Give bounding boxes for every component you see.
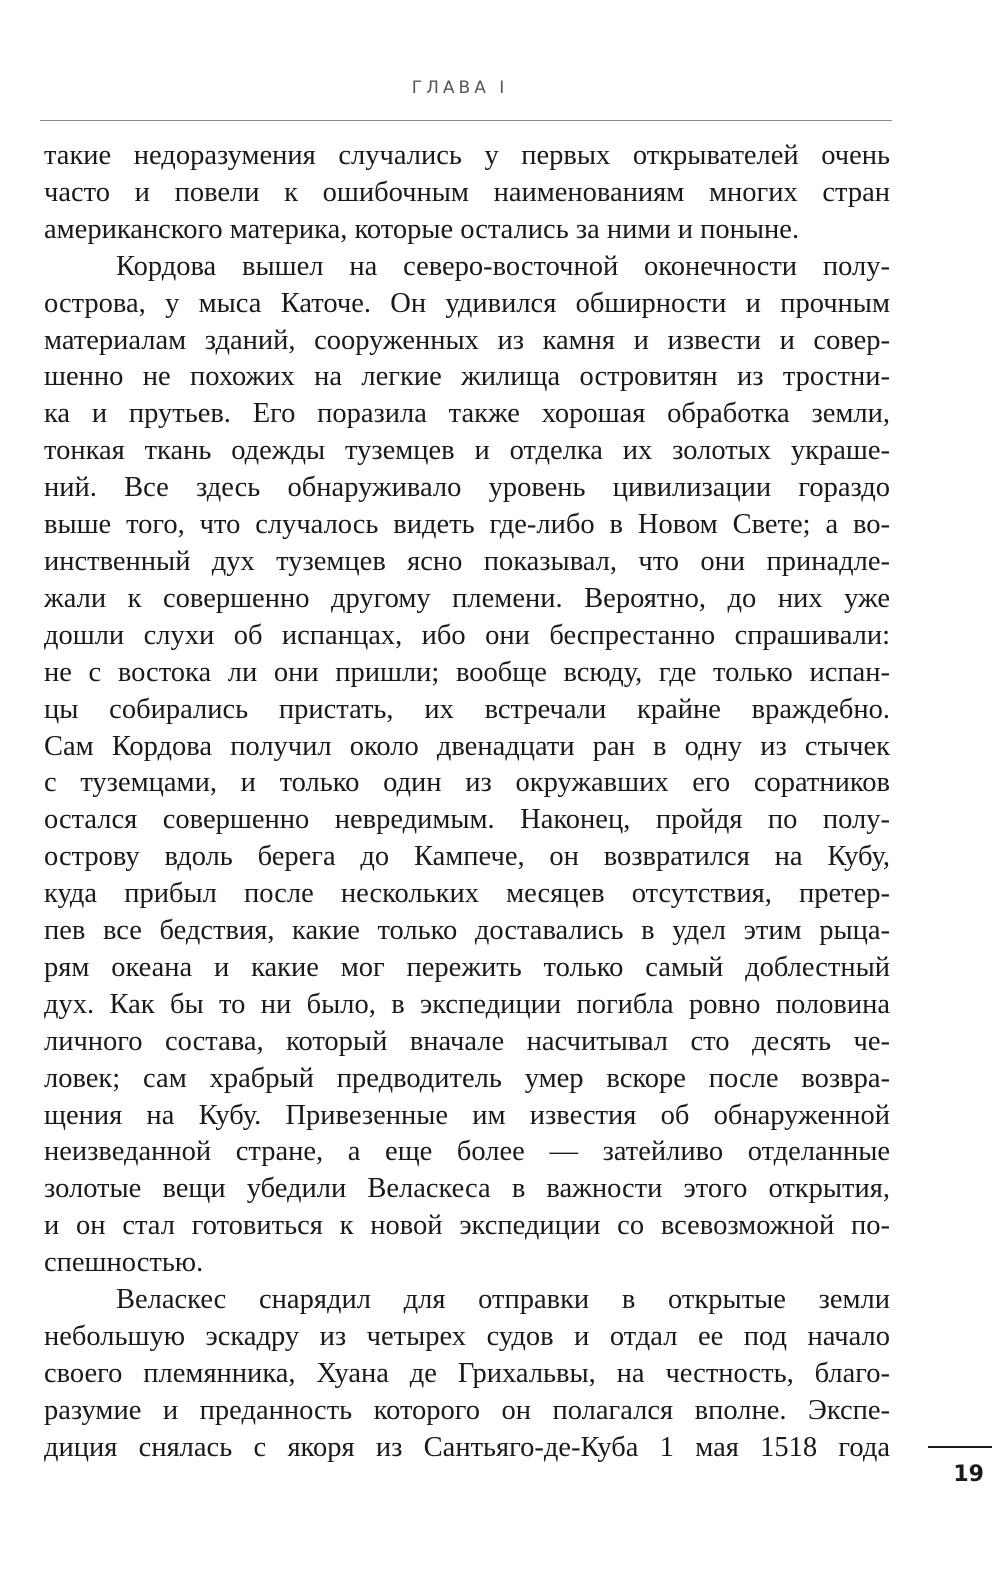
- text-line: дух. Как бы то ни было, в экспедиции погибла ровно половина: [44, 988, 890, 1020]
- text-line: рям океана и какие мог пережить только самый доблестный: [44, 951, 890, 983]
- text-line: и он стал готовиться к новой экспедиции со всевозможной по-: [44, 1210, 890, 1242]
- text-line: часто и повели к ошибочным наименованиям многих стран: [44, 176, 890, 208]
- text-line: золотые вещи убедили Веласкеса в важности этого открытия,: [44, 1173, 890, 1205]
- text-line: американского материка, которые остались за ними и поныне.: [44, 213, 800, 245]
- text-line: ний. Все здесь обнаруживало уровень цивилизации гораздо: [44, 472, 890, 504]
- running-header: ГЛАВА I: [411, 78, 509, 98]
- text-line: шенно не похожих на легкие жилища островитян из тростни-: [44, 361, 890, 393]
- text-line: с туземцами, и только один из окружавших его соратников: [44, 767, 890, 799]
- text-line: выше того, что случалось видеть где-либо в Новом Свете; а во-: [44, 509, 890, 541]
- body-text: [44, 138, 890, 1467]
- text-line: острову вдоль берега до Кампече, он возвратился на Кубу,: [44, 841, 890, 873]
- text-line: небольшую эскадру из четырех судов и отдал ее под начало: [44, 1321, 890, 1352]
- text-line: пев все бедствия, какие только доставались в удел этим рыца-: [44, 915, 890, 947]
- text-line: куда прибыл после нескольких месяцев отсутствия, претер-: [44, 878, 890, 910]
- text-line: инственный дух туземцев ясно показывал, что они принадле-: [44, 545, 890, 577]
- text-line: жали к совершенно другому племени. Вероятно, до них уже: [44, 582, 890, 614]
- page-number-rule: [928, 1446, 992, 1448]
- page-number: 19: [953, 1462, 984, 1487]
- text-line: разумие и преданность которого он полагался вполне. Экспе-: [44, 1394, 890, 1426]
- text-line: своего племянника, Хуана де Грихальвы, на честность, благо-: [44, 1357, 890, 1389]
- text-line: остался совершенно невредимым. Наконец, пройдя по полу-: [44, 804, 890, 836]
- paragraph-first-line: Веласкес снарядил для отправки в открытые земли: [116, 1284, 890, 1316]
- text-line: личного состава, который вначале насчитывал сто десять че-: [44, 1025, 890, 1057]
- text-line: тонкая ткань одежды туземцев и отделка их золотых украше-: [44, 435, 890, 467]
- text-line: острова, у мыса Каточе. Он удивился обширности и прочным: [44, 287, 890, 319]
- text-line: ловек; сам храбрый предводитель умер вскоре после возвра-: [44, 1062, 890, 1094]
- paragraph-first-line: Кордова вышел на северо-восточной оконечности полу-: [116, 250, 890, 282]
- text-line: дошли слухи об испанцах, ибо они беспрестанно спрашивали:: [44, 619, 890, 651]
- text-line: щения на Кубу. Привезенные им известия об обнаруженной: [44, 1099, 890, 1131]
- text-line: не с востока ли они пришли; вообще всюду, где только испан-: [44, 656, 890, 688]
- text-line: Сам Кордова получил около двенадцати ран в одну из стычек: [44, 730, 890, 762]
- text-line: ка и прутьев. Его поразила также хорошая обработка земли,: [44, 398, 890, 430]
- text-line: материалам зданий, сооруженных из камня и извести и совер-: [44, 324, 890, 356]
- text-line: диция снялась с якоря из Сантьяго-де-Куба 1 мая 1518 года: [44, 1431, 890, 1463]
- text-line: цы собирались пристать, их встречали крайне враждебно.: [44, 693, 890, 725]
- header-divider: [40, 120, 892, 121]
- text-line: спешностью.: [44, 1247, 204, 1279]
- text-line: неизведанной стране, а еще более — затейливо отделанные: [44, 1136, 890, 1168]
- text-line: такие недоразумения случались у первых открывателей очень: [44, 140, 890, 171]
